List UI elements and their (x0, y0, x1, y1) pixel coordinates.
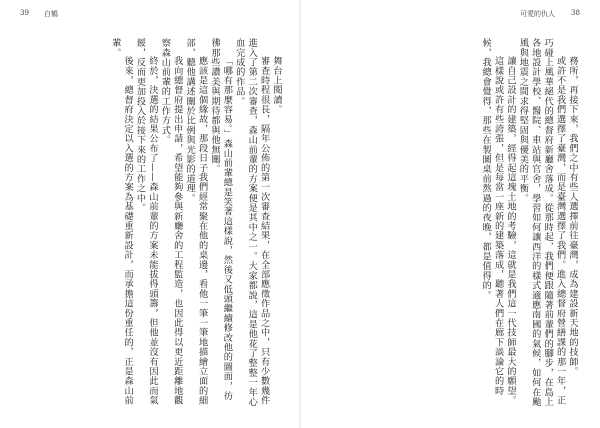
page-gutter (299, 0, 301, 428)
right-running-title: 可愛的仇人 (520, 10, 555, 18)
right-page-number: 38 (571, 9, 580, 17)
paragraph: 舞台上閱讀。 (271, 56, 282, 115)
left-running-title: 白鶴 (44, 10, 58, 18)
right-page-text (308, 38, 578, 410)
paragraph: 審查時程很長，隔年公佈的第一次審查結果，在全部應徵作品之中，只有少數幾件進入了第二次審查，森山前輩的方案便是其中之一。大家都說，這是他花了整整一年心血完成的作品。 (233, 38, 270, 407)
paragraph: 後來，總督府決定以入選的方案為基礎重新設計，而承擔這份重任的，正是森山前輩。 (109, 38, 134, 406)
left-page-text (18, 38, 282, 410)
paragraph: 「哪有那麼容易。」森山前輩總是笑著這樣說，然後又低頭繼續修改他的圖面，彷彿那些讚美與期待都與他無關。 (208, 38, 233, 401)
paragraph: 讓自己設計的建築，經得起這塊土地的考驗，這就是我們這一代技師最大的願望。 (504, 56, 516, 406)
paragraph: 我向總督府提出申請，希望能夠參與新廳舍的工程監造，也因此得以更近距離地觀察森山前輩的工作方式。 (159, 38, 183, 406)
paragraph: 應該是這個緣故，那段日子我們經常聚在他的桌邊，看他一筆一筆地描繪立面的細部，聽他講述關於比例與光影的道理。 (184, 38, 208, 406)
paragraph: 終於，決選的結果公布了——森山前輩的方案未能拔得頭籌，但他並沒有因此而氣餒，反而更加投入於接下來的工作之中。 (134, 38, 158, 406)
paragraph: 或許不是我們選擇了臺灣，而是臺灣選擇了我們。進入總督府營繕課的那一年，正巧碰上風華絕代的總督府新廳舍落成。從那時起，我們便跟隨著前輩們的腳步，在島上各地設計學校、醫院、車站與官舍，學習如何讓西洋的樣式適應南國的氣候，如何在颱風與地震之間求得堅固與優美的平衡。 (517, 38, 566, 407)
paragraph: 這樣說或許有些誇張，但是每當一座新的建築落成，聽著人們在廊下談論它的時候，我總會覺得，那些在製圖桌前熬過的夜晚，都是值得的。 (480, 38, 504, 396)
left-page-number: 39 (20, 9, 29, 17)
paragraph: 務所，再接下來，我們之中有些人選擇前往臺灣，成為建設新天地的技師。 (567, 56, 578, 377)
